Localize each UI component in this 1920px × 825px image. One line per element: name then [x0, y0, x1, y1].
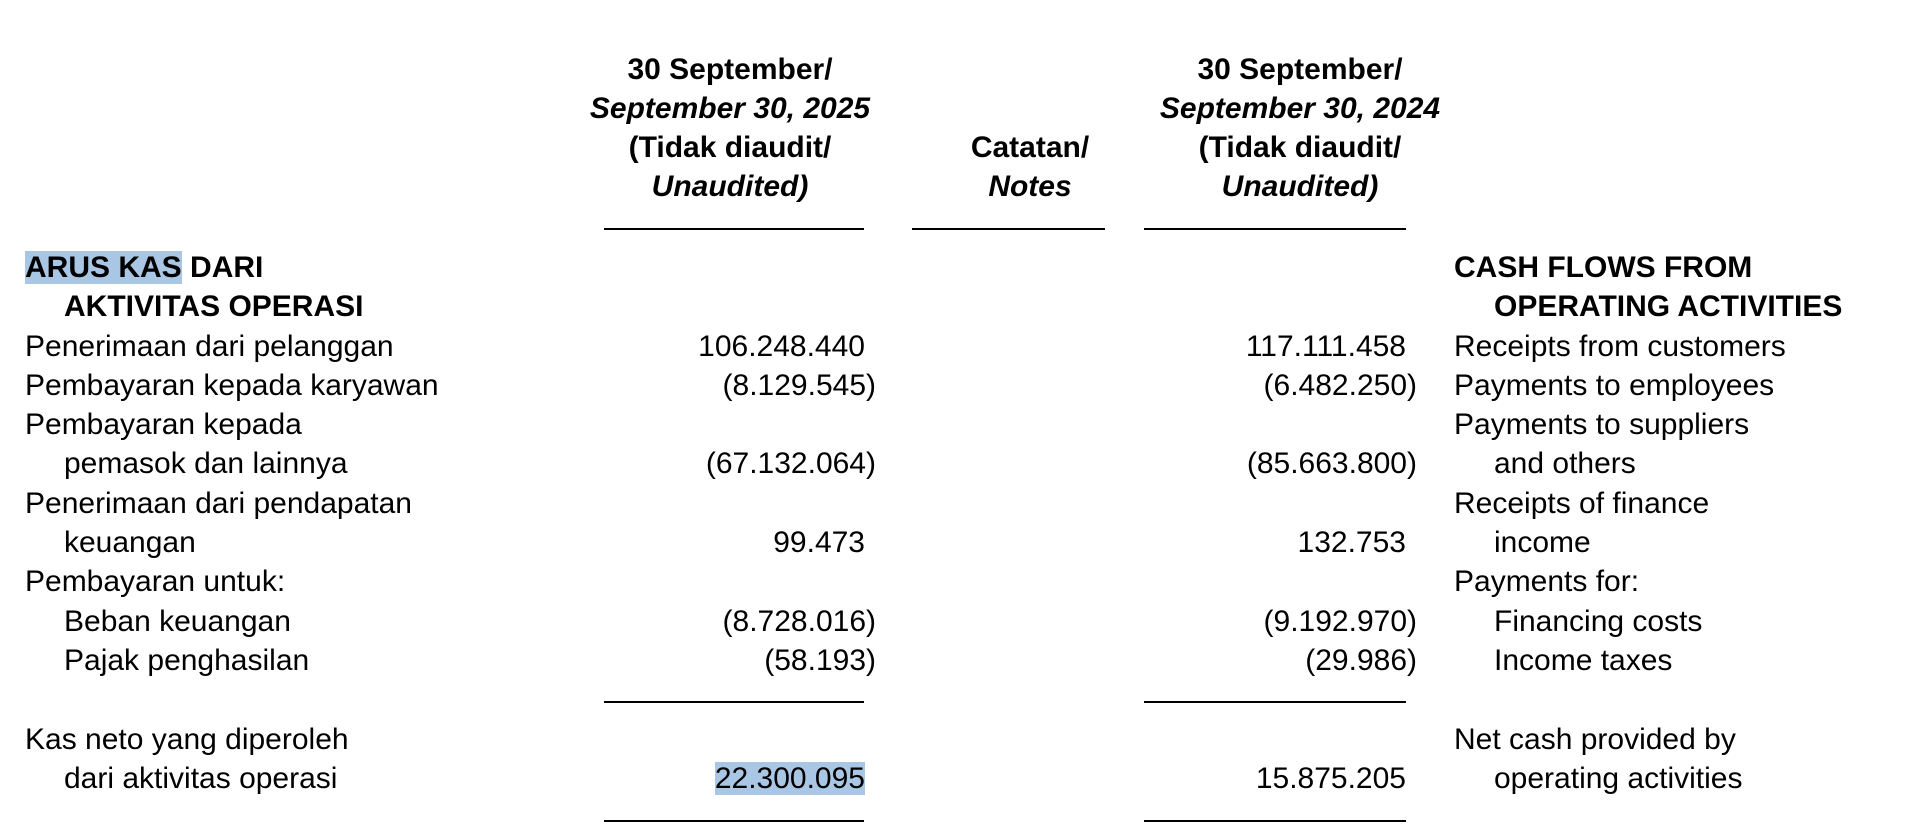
- row-finance-income-label-en-line2: income: [1494, 526, 1591, 559]
- row-payments-for-label-id: Pembayaran untuk:: [25, 565, 286, 598]
- row-receipts-customers-2025: 106.248.440: [698, 330, 865, 363]
- row-payments-employees-2024: (6.482.250): [1263, 369, 1417, 402]
- section-title-en-line1: CASH FLOWS FROM: [1454, 251, 1753, 284]
- subtotal-rule-2024: [1144, 701, 1406, 703]
- row-income-taxes-2024: (29.986): [1305, 644, 1417, 677]
- row-receipts-customers-2024: 117.111.458: [1245, 330, 1406, 363]
- row-finance-income-2025: 99.473: [773, 526, 865, 559]
- row-net-cash-label-en-line1: Net cash provided by: [1454, 723, 1736, 756]
- section-title-id-line1: [25, 250, 263, 286]
- row-receipts-customers-label-en: Receipts from customers: [1454, 330, 1786, 363]
- header-2024-line2: September 30, 2024: [1159, 92, 1441, 125]
- header-2025-line4: Unaudited): [651, 170, 809, 203]
- row-financing-costs-2025: (8.728.016): [722, 605, 876, 638]
- row-finance-income-label-en-line1: Receipts of finance: [1454, 487, 1710, 520]
- row-net-cash-2024: 15.875.205: [1255, 762, 1406, 795]
- row-payments-suppliers-label-en-line1: Payments to suppliers: [1454, 408, 1750, 441]
- section-title-id-line2: AKTIVITAS OPERASI: [64, 290, 364, 323]
- row-payments-suppliers-label-id-line2: pemasok dan lainnya: [64, 447, 348, 480]
- row-payments-employees-label-en: Payments to employees: [1454, 369, 1775, 402]
- section-title-en-line2: OPERATING ACTIVITIES: [1494, 290, 1843, 323]
- row-net-cash-label-id-line1: Kas neto yang diperoleh: [25, 723, 349, 756]
- row-payments-suppliers-label-id-line1: Pembayaran kepada: [25, 408, 302, 441]
- row-payments-suppliers-2024: (85.663.800): [1246, 447, 1417, 480]
- row-financing-costs-2024: (9.192.970): [1263, 605, 1417, 638]
- header-notes-line2: Notes: [988, 170, 1072, 203]
- row-finance-income-label-id-line2: keuangan: [64, 526, 196, 559]
- row-payments-for-label-en: Payments for:: [1454, 565, 1640, 598]
- header-2024-underline: [1144, 228, 1406, 230]
- highlighted-text: ARUS KAS: [25, 251, 182, 284]
- header-notes-underline: [912, 228, 1105, 230]
- header-2025-underline: [604, 228, 864, 230]
- row-payments-suppliers-label-en-line2: and others: [1494, 447, 1636, 480]
- header-notes-line1: Catatan/: [970, 131, 1090, 164]
- row-payments-employees-2025: (8.129.545): [722, 369, 876, 402]
- row-income-taxes-label-en: Income taxes: [1494, 644, 1673, 677]
- row-payments-employees-label-id: Pembayaran kepada karyawan: [25, 369, 439, 402]
- row-net-cash-label-en-line2: operating activities: [1494, 762, 1743, 795]
- row-financing-costs-label-id: Beban keuangan: [64, 605, 291, 638]
- total-rule-2024: [1144, 820, 1406, 822]
- header-2024-line3: (Tidak diaudit/: [1198, 131, 1402, 164]
- header-2024-line1: 30 September/: [1197, 53, 1403, 86]
- total-rule-2025: [604, 820, 864, 822]
- row-receipts-customers-label-id: Penerimaan dari pelanggan: [25, 330, 394, 363]
- header-2025-line1: 30 September/: [627, 53, 833, 86]
- row-financing-costs-label-en: Financing costs: [1494, 605, 1703, 638]
- row-net-cash-2025: 22.300.095: [714, 762, 865, 795]
- row-net-cash-2025-wrap: [600, 761, 865, 797]
- header-2024-line4: Unaudited): [1221, 170, 1379, 203]
- header-2025-line3: (Tidak diaudit/: [628, 131, 832, 164]
- section-title-id-rest: DARI: [181, 251, 264, 284]
- row-payments-suppliers-2025: (67.132.064): [705, 447, 876, 480]
- row-income-taxes-2025: (58.193): [764, 644, 876, 677]
- header-2025-line2: September 30, 2025: [589, 92, 871, 125]
- row-finance-income-label-id-line1: Penerimaan dari pendapatan: [25, 487, 412, 520]
- row-net-cash-label-id-line2: dari aktivitas operasi: [64, 762, 338, 795]
- row-income-taxes-label-id: Pajak penghasilan: [64, 644, 310, 677]
- subtotal-rule-2025: [604, 701, 864, 703]
- row-finance-income-2024: 132.753: [1297, 526, 1406, 559]
